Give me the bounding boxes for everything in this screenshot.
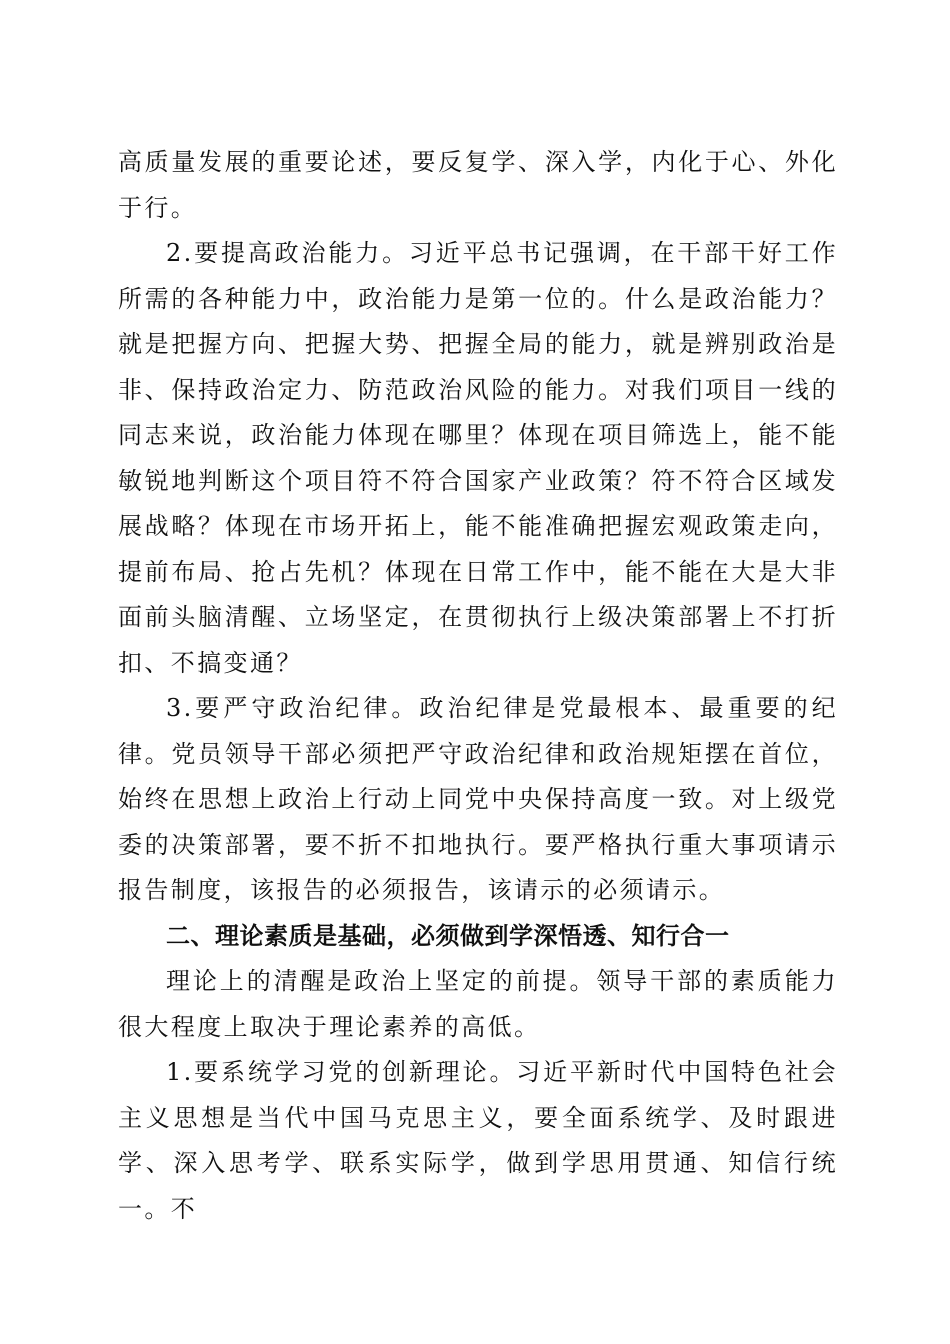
paragraph-theory-intro: 理论上的清醒是政治上坚定的前提。领导干部的素质能力很大程度上取决于理论素养的高低。 xyxy=(118,967,838,1041)
paragraph-political-discipline: 3.要严守政治纪律。政治纪律是党最根本、最重要的纪律。党员领导干部必须把严守政治纪律和政治规矩摆在首位，始终在思想上政治上行动上同党中央保持高度一致。对上级党委的决策部署，要不折不扣地执行。要严格执行重大事项请示报告制度，该报告的必须报告，该请示的必须请示。 xyxy=(118,694,838,904)
section-heading: 二、理论素质是基础，必须做到学深悟透、知行合一 xyxy=(166,921,730,950)
paragraph-continuation: 高质量发展的重要论述，要反复学、深入学，内化于心、外化于行。 xyxy=(118,148,838,222)
document-body xyxy=(118,140,838,1232)
paragraph-political-ability: 2.要提高政治能力。习近平总书记强调，在干部干好工作所需的各种能力中，政治能力是第一位的。什么是政治能力？就是把握方向、把握大势、把握全局的能力，就是辨别政治是非、保持政治定力、防范政治风险的能力。对我们项目一线的同志来说，政治能力体现在哪里？体现在项目筛选上，能不能敏锐地判断这个项目符不符合国家产业政策？符不符合区域发展战略？体现在市场开拓上，能不能准确把握宏观政策走向，提前布局、抢占先机？体现在日常工作中，能不能在大是大非面前头脑清醒、立场坚定，在贯彻执行上级决策部署上不打折扣、不搞变通？ xyxy=(118,239,838,677)
paragraph-study-theory: 1.要系统学习党的创新理论。习近平新时代中国特色社会主义思想是当代中国马克思主义，要全面系统学、及时跟进学、深入思考学、联系实际学，做到学思用贯通、知信行统一。不 xyxy=(118,1058,838,1223)
